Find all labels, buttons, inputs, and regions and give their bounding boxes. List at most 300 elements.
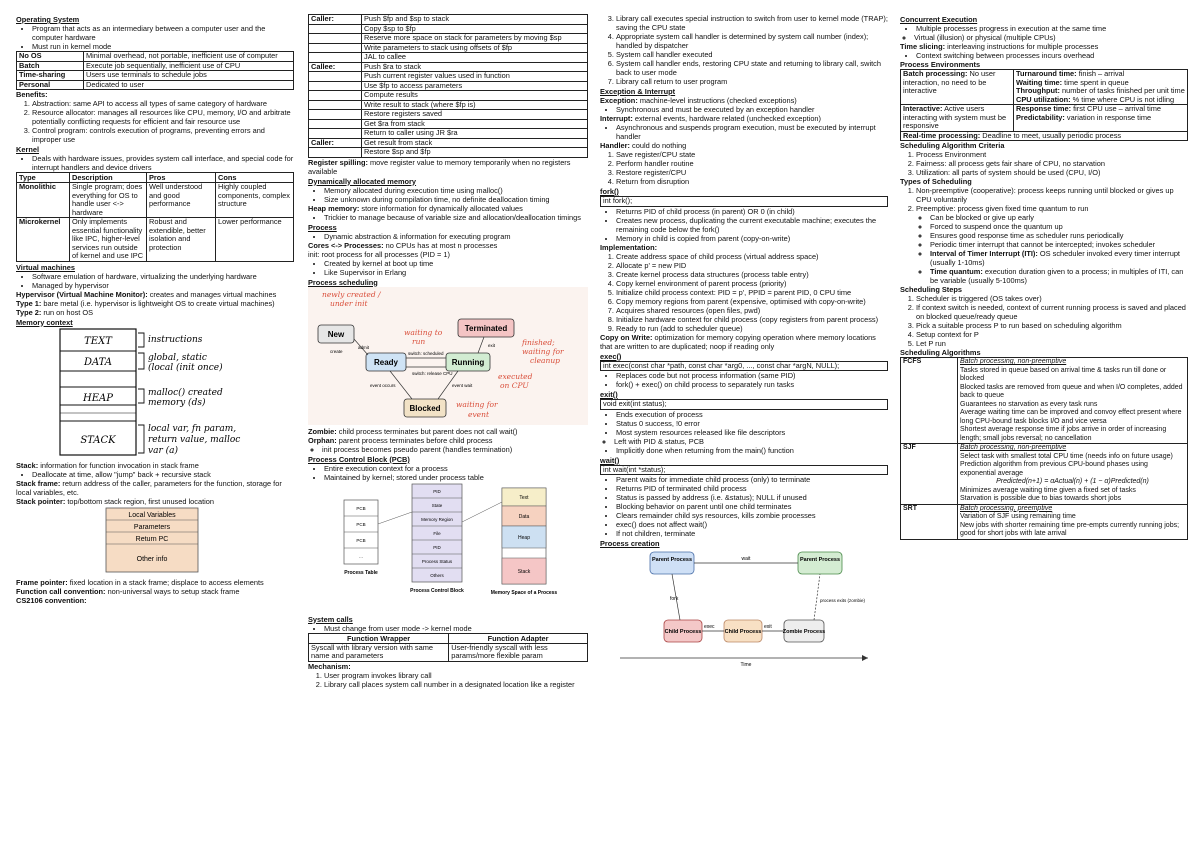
cell bbox=[309, 91, 362, 101]
cell: Syscall with library version with same name and parameters bbox=[309, 643, 449, 661]
cell: Highly coupled components, complex structure bbox=[216, 183, 294, 218]
state-new: New bbox=[327, 329, 345, 339]
impl-label: Implementation: bbox=[600, 242, 658, 252]
algo-line: New jobs with shorter remaining time pre-empts currently running jobs; good for short jobs with late arrival bbox=[960, 521, 1180, 537]
step-item: 5. Let P run bbox=[916, 339, 1188, 348]
cell: User-friendly syscall with less params/more flexible param bbox=[449, 643, 588, 661]
header-cell: Pros bbox=[147, 173, 216, 183]
metric-label: CPU utilization: bbox=[1016, 94, 1071, 104]
mem-box-text: TEXT bbox=[84, 335, 112, 347]
pc-label: exec bbox=[704, 624, 715, 630]
state-ready: Ready bbox=[373, 357, 399, 367]
algo-name: FCFS bbox=[901, 358, 958, 444]
mem-note: global, static bbox=[148, 352, 207, 363]
metric-text: number of tasks finished per unit time bbox=[1059, 86, 1185, 95]
term-label: Stack frame: bbox=[16, 478, 61, 488]
term-text: non-universal ways to setup stack frame bbox=[105, 586, 240, 596]
algo-title: Scheduling Algorithms bbox=[900, 348, 981, 357]
criteria-item: 3. Utilization: all parts of system should be used (CPU, I/O) bbox=[916, 168, 1188, 177]
os-bullet: • Must run in kernel mode bbox=[32, 42, 294, 51]
benefit-item: 2. Resource allocator: manages all resources like CPU, memory, I/O and arbitrate potentially conflicting requests for efficient and fair resource use bbox=[32, 108, 294, 126]
cell: Reserve more space on stack for parameters by moving $sp bbox=[362, 34, 588, 44]
term-label: Function call convention: bbox=[16, 586, 106, 596]
impl-step: 2. Allocate p' = new PID bbox=[616, 261, 888, 270]
dyn-bullet: • Size unknown during compilation time, no definite deallocation timing bbox=[324, 195, 588, 204]
metric-text: first CPU use – arrival time bbox=[1071, 104, 1161, 113]
header-cell: Function Adapter bbox=[449, 633, 588, 643]
mech-step: 3. Library call executes special instruction to switch from user to kernel mode (TRAP); saving the CPU state bbox=[616, 14, 888, 32]
term-label: Type 2: bbox=[16, 307, 42, 317]
pc-node-text: Parent Process bbox=[651, 557, 693, 563]
fork-signature bbox=[600, 196, 888, 207]
cell: Dedicated to user bbox=[84, 80, 294, 90]
term-label: Real-time processing: bbox=[903, 130, 981, 140]
cell: Push current register values used in function bbox=[362, 72, 588, 82]
cell: Copy $sp to $fp bbox=[362, 24, 588, 34]
term-label: Exception: bbox=[600, 96, 638, 105]
pc-node-text: Parent Process bbox=[799, 557, 841, 563]
process-creation-diagram bbox=[600, 548, 888, 668]
handler-step: 1. Save register/CPU state bbox=[616, 150, 888, 159]
os-bullet: • Program that acts as an intermediary between a computer user and the computer hardware bbox=[32, 24, 294, 42]
cell bbox=[309, 43, 362, 53]
mem-note: local var, fn param, bbox=[148, 423, 237, 434]
handler-step: 4. Return from disruption bbox=[616, 177, 888, 186]
mem-note: malloc() created bbox=[148, 387, 223, 398]
benefit-item: 1. Abstraction: same API to access all types of same category of hardware bbox=[32, 99, 294, 108]
term-label: Stack pointer: bbox=[16, 496, 66, 506]
mem-note: memory (ds) bbox=[148, 397, 206, 408]
pc-node-text: Child Process bbox=[664, 629, 702, 635]
memory-context-title: Memory context bbox=[16, 317, 73, 327]
step-item: 1. Scheduler is triggered (OS takes over) bbox=[916, 294, 1188, 303]
cell bbox=[309, 24, 362, 34]
term-label: Hypervisor (Virtual Machine Monitor): bbox=[16, 289, 148, 299]
term-label: Time quantum: bbox=[930, 267, 983, 276]
cell: Write result to stack (where $fp is) bbox=[362, 100, 588, 110]
cell bbox=[309, 81, 362, 91]
term-text: machine-level instructions (checked exceptions) bbox=[637, 96, 797, 105]
sched-note: event bbox=[468, 409, 489, 419]
impl-step: 8. Initialize hardware context for child process (copy registers from parent process) bbox=[616, 315, 888, 324]
sched-note: executed bbox=[498, 371, 533, 381]
orphan-sub: ◦ init process becomes pseudo parent (handles termination) bbox=[322, 445, 588, 454]
step-item: 4. Setup context for P bbox=[916, 330, 1188, 339]
cell: Push $ra to stack bbox=[362, 62, 588, 72]
process-state-diagram bbox=[308, 287, 588, 425]
algo-line: Blocked tasks are removed from queue and when I/O completes, added back to queue bbox=[960, 383, 1183, 399]
pcb-table-row: ... bbox=[359, 553, 363, 559]
cell: Return to caller using JR $ra bbox=[362, 129, 588, 139]
memory-context-diagram bbox=[16, 327, 294, 459]
cell: Get result from stack bbox=[362, 138, 588, 148]
algo-line: Average waiting time can be improved and convoy effect present where long CPU-bound task blocks I/O and vice versa bbox=[960, 409, 1182, 425]
exit-signature bbox=[600, 399, 888, 410]
header-cell: Function Wrapper bbox=[309, 633, 449, 643]
mech-step: 1. User program invokes library call bbox=[324, 671, 588, 680]
pc-node bbox=[665, 629, 702, 635]
mech-step: 4. Appropriate system call handler is determined by system call number (index); handled by dispatcher bbox=[616, 32, 888, 50]
code-cell: int fork(); bbox=[601, 197, 888, 207]
process-bullet: • Dynamic abstraction & information for executing program bbox=[324, 232, 588, 241]
pcb-caption: Process Control Block bbox=[410, 587, 464, 594]
sched-note: finished; bbox=[522, 337, 555, 347]
edge-label: exit bbox=[488, 342, 496, 348]
algo-name: SJF bbox=[901, 444, 958, 505]
process-env-table bbox=[900, 69, 1188, 141]
pcb-mem: Text bbox=[519, 494, 529, 501]
code-cell: int wait(int *status); bbox=[601, 465, 888, 475]
algo-line: Select task with smallest total CPU time (needs info on future usage) bbox=[960, 452, 1173, 460]
types-sub: ◦ Periodic timer interrupt that cannot be intercepted; invokes scheduler bbox=[930, 240, 1188, 249]
stack-frame-diagram bbox=[16, 506, 294, 576]
impl-step: 6. Copy memory regions from parent (expensive, optimised with copy-on-write) bbox=[616, 297, 888, 306]
handler-step: 2. Perform handler routine bbox=[616, 159, 888, 168]
cell: Robust and extendible, better isolation and protection bbox=[147, 218, 216, 262]
term-label: Heap memory: bbox=[308, 203, 360, 213]
dyn-title: Dynamically allocated memory bbox=[308, 176, 417, 186]
env-desc: No user interaction, no need to be interactive bbox=[903, 69, 996, 95]
term-label: Frame pointer: bbox=[16, 577, 68, 587]
header-cell: Cons bbox=[216, 173, 294, 183]
sched-note: run bbox=[412, 336, 426, 346]
pcb-field: PID bbox=[433, 488, 441, 494]
sched-note: on CPU bbox=[500, 380, 529, 390]
term-text: Deadline to meet, usually periodic process bbox=[980, 130, 1122, 140]
pcb-table-row: PCB bbox=[356, 537, 366, 543]
term-text: parent process terminates before child process bbox=[336, 435, 493, 445]
cell bbox=[309, 53, 362, 63]
cell: Batch bbox=[17, 61, 84, 71]
pc-node bbox=[652, 557, 692, 563]
mech-step: 6. System call handler ends, restoring CPU state and returning to library call, switch back to user mode bbox=[616, 59, 888, 77]
cell: Monolithic bbox=[17, 183, 70, 218]
vm-bullet: • Managed by hypervisor bbox=[32, 281, 294, 290]
header-cell: Description bbox=[70, 173, 147, 183]
init-bullet: • Like Supervisor in Erlang bbox=[324, 268, 588, 277]
metric-label: Response time: bbox=[1016, 104, 1072, 113]
impl-step: 7. Acquires shared resources (open files, pwd) bbox=[616, 306, 888, 315]
step-item: 2. If context switch is needed, context of current running process is saved and placed on blocked queue/ready queue bbox=[916, 303, 1188, 321]
fork-bullet: • Returns PID of child process (in parent) OR 0 (in child) bbox=[616, 207, 888, 216]
code-cell: void exit(int status); bbox=[601, 400, 888, 410]
handler-step: 3. Restore register/CPU bbox=[616, 168, 888, 177]
ts-bullet: • Context switching between processes incurs overhead bbox=[916, 51, 1188, 60]
pc-node bbox=[725, 629, 762, 635]
step-item: 3. Pick a suitable process P to run based on scheduling algorithm bbox=[916, 321, 1188, 330]
mem-note: instructions bbox=[148, 334, 203, 345]
exec-signature bbox=[600, 361, 888, 372]
cell: JAL to callee bbox=[362, 53, 588, 63]
process-env-title: Process Environments bbox=[900, 60, 981, 69]
cell bbox=[309, 129, 362, 139]
init-text: init: root process for all processes (PID = 1) bbox=[308, 249, 450, 259]
algo-line: Guarantees no starvation as every task runs bbox=[960, 400, 1098, 408]
term-label: Register spilling: bbox=[308, 157, 368, 167]
edge-label: switch: scheduled bbox=[408, 350, 444, 356]
term-text: move register value to memory temporarily when no registers available bbox=[308, 157, 571, 176]
cell: Minimal overhead, not portable, inefficient use of computer bbox=[84, 52, 294, 62]
criteria-item: 2. Fairness: all process gets fair share of CPU, no starvation bbox=[916, 159, 1188, 168]
wait-bullet: • If not children, terminate bbox=[616, 529, 888, 538]
types-item-text: Preemptive: process given fixed time quantum to run bbox=[916, 204, 1089, 213]
term-label: Cores <-> Processes: bbox=[308, 240, 384, 250]
column-3 bbox=[600, 14, 888, 842]
types-item: 1. Non-preemptive (cooperative): process keeps running until blocked or gives up CPU voluntarily bbox=[916, 186, 1188, 204]
algo-line: Starvation is possible due to bias towards short jobs bbox=[960, 495, 1122, 502]
algo-name: SRT bbox=[901, 504, 958, 539]
mechanism-label: Mechanism: bbox=[308, 661, 351, 671]
sched-title: Process scheduling bbox=[308, 277, 378, 287]
metric-label: Throughput: bbox=[1016, 86, 1060, 95]
frame-row: Return PC bbox=[135, 535, 169, 543]
pc-label: exit bbox=[764, 624, 772, 630]
cell bbox=[309, 110, 362, 120]
term-text: external events, hardware related (unchecked exception) bbox=[632, 114, 822, 123]
column-1 bbox=[16, 14, 294, 842]
mem-note: var (a) bbox=[148, 445, 179, 456]
state-terminated: Terminated bbox=[464, 323, 508, 333]
vm-bullet: • Software emulation of hardware, virtualizing the underlying hardware bbox=[32, 272, 294, 281]
algo-line: Variation of SJF using remaining time bbox=[960, 513, 1076, 520]
term-text: no CPUs has at most n processes bbox=[383, 240, 498, 250]
pcb-table-row: PCB bbox=[356, 505, 366, 511]
cell: Well understood and good performance bbox=[147, 183, 216, 218]
sched-note: newly created / bbox=[322, 289, 381, 299]
wait-bullet: • Blocking behavior on parent until one child terminates bbox=[616, 502, 888, 511]
cell: Execute job sequentially, inefficient use of CPU bbox=[84, 61, 294, 71]
types-sub bbox=[930, 249, 1188, 267]
exit-bullet: • Status 0 success, !0 error bbox=[616, 419, 888, 428]
term-text: execution duration given to a process; in multiples of ITI, can be variable (usually 5-100ms) bbox=[930, 267, 1184, 285]
pc-label: Time bbox=[740, 662, 752, 668]
env-key: Batch processing: bbox=[903, 69, 968, 78]
pc-node-text: Child Process bbox=[724, 629, 762, 635]
cell bbox=[309, 34, 362, 44]
process-title: Process bbox=[308, 222, 337, 232]
state-running: Running bbox=[451, 357, 485, 367]
algo-line: Tasks stored in queue based on arrival time & tasks run till done or blocked bbox=[960, 366, 1167, 382]
cell: Use $fp to access parameters bbox=[362, 81, 588, 91]
wait-bullet: • Returns PID of terminated child process bbox=[616, 484, 888, 493]
pc-node bbox=[783, 629, 826, 635]
fork-bullet: • Memory in child is copied from parent (copy-on-write) bbox=[616, 234, 888, 243]
term-text: store information for dynamically allocated values bbox=[359, 203, 523, 213]
types-sub: ◦ Ensures good response time as scheduler runs periodically bbox=[930, 231, 1188, 240]
exit-bullet: • Implicitly done when returning from the main() function bbox=[616, 446, 888, 455]
term-text: optimization for memory copying operation where memory locations that are written to are duplicated; noop if reading only bbox=[600, 332, 876, 351]
wait-bullet: • exec() does not affect wait() bbox=[616, 520, 888, 529]
algo-line: Shortest average response time if jobs arrive in order of increasing length; small jobs reversal; no cancellation bbox=[960, 426, 1167, 442]
wait-bullet: • Status is passed by address (i.e. &status); NULL if unused bbox=[616, 493, 888, 502]
cell: Callee: bbox=[309, 62, 362, 72]
wrapper-adapter-table bbox=[308, 633, 588, 662]
os-title: Operating System bbox=[16, 15, 80, 24]
exec-bullet: • fork() + exec() on child process to separately run tasks bbox=[616, 380, 888, 389]
term-label: Type 1: bbox=[16, 298, 42, 308]
algo-formula: Predicted(n+1) = αActual(n) + (1 − α)Predicted(n) bbox=[996, 478, 1149, 485]
benefits-title: Benefits: bbox=[16, 90, 48, 99]
pc-node bbox=[800, 557, 840, 563]
cell: Restore registers saved bbox=[362, 110, 588, 120]
exit-sub: ◦ Left with PID & status, PCB bbox=[614, 437, 888, 446]
column-4 bbox=[900, 14, 1188, 842]
pcb-field: State bbox=[431, 502, 443, 508]
term-label: Handler: bbox=[600, 141, 630, 150]
pc-label: fork bbox=[670, 596, 679, 602]
metric-label: Turnaround time: bbox=[1016, 69, 1077, 78]
exec-title: exec() bbox=[600, 351, 622, 361]
conc-sub: ◦ Virtual (illusion) or physical (multiple CPUs) bbox=[914, 33, 1188, 42]
kernel-bullet: • Deals with hardware issues, provides system call interface, and special code for interrupt handlers and device drivers bbox=[32, 154, 294, 172]
criteria-item: 1. Process Environment bbox=[916, 150, 1188, 159]
algo-kind: Batch processing, non-preemptive bbox=[960, 444, 1067, 451]
term-text: run on host OS bbox=[41, 307, 94, 317]
cell: Time-sharing bbox=[17, 71, 84, 81]
pcb-title: Process Control Block (PCB) bbox=[308, 454, 410, 464]
pcb-field: Process Status bbox=[421, 558, 453, 564]
wait-signature bbox=[600, 465, 888, 476]
pc-label: wait bbox=[741, 556, 751, 562]
calling-convention-table bbox=[308, 14, 588, 158]
header-cell: Type bbox=[17, 173, 70, 183]
types-sub: ◦ Forced to suspend once the quantum up bbox=[930, 222, 1188, 231]
types-title: Types of Scheduling bbox=[900, 177, 972, 186]
pcb-field: Others bbox=[430, 572, 444, 578]
concurrent-title: Concurrent Execution bbox=[900, 15, 978, 24]
pcb-mem: Stack bbox=[517, 568, 531, 575]
os-type-table bbox=[16, 51, 294, 90]
cell bbox=[309, 119, 362, 129]
term-text: bare metal (i.e. hypervisor is lightweight OS to create virtual machines) bbox=[41, 298, 275, 308]
stack-bullet: • Deallocate at time, allow "jump" back + recursive stack bbox=[32, 470, 294, 479]
benefit-item: 3. Control program: controls execution of programs, preventing errors and improper use bbox=[32, 126, 294, 144]
pc-label: process exits (zombie) bbox=[820, 598, 866, 603]
cell: Single program; does everything for OS to handle user <-> hardware bbox=[70, 183, 147, 218]
cell: Compute results bbox=[362, 91, 588, 101]
syscall-title: System calls bbox=[308, 614, 353, 624]
sched-note: waiting for bbox=[456, 399, 498, 409]
term-label: Zombie: bbox=[308, 426, 337, 436]
term-label: Interval of Timer Interrupt (ITI): bbox=[930, 249, 1038, 258]
kernel-title: Kernel bbox=[16, 145, 40, 154]
criteria-title: Scheduling Algorithm Criteria bbox=[900, 141, 1005, 150]
frame-row: Other info bbox=[136, 555, 168, 563]
fork-bullet: • Creates new process, duplicating the current executable machine; executes the remaining code below the fork() bbox=[616, 216, 888, 234]
sched-note: waiting to bbox=[404, 327, 443, 337]
pcb-caption: Memory Space of a Process bbox=[490, 589, 558, 596]
pcb-mem: Data bbox=[518, 513, 530, 520]
cell bbox=[309, 100, 362, 110]
exit-title: exit() bbox=[600, 390, 618, 399]
wait-bullet: • Clears remainder child sys resources, kills zombie processes bbox=[616, 511, 888, 520]
column-2 bbox=[308, 14, 588, 842]
kernel-table bbox=[16, 172, 294, 262]
cs2106-label: CS2106 convention: bbox=[16, 595, 87, 605]
term-text: could do nothing bbox=[629, 141, 687, 150]
term-label: Orphan: bbox=[308, 435, 337, 445]
sched-note: cleanup bbox=[530, 355, 560, 365]
pcb-field: PID bbox=[433, 544, 441, 550]
conc-bullet: • Multiple processes progress in execution at the same time bbox=[916, 24, 1188, 33]
pc-node-text: Zombie Process bbox=[782, 629, 826, 635]
types-sub: ◦ Can be blocked or give up early bbox=[930, 213, 1188, 222]
metric-label: Predictability: bbox=[1016, 112, 1065, 122]
impl-step: 4. Copy kernel environment of parent process (priority) bbox=[616, 279, 888, 288]
pcb-field: Memory Region bbox=[421, 516, 453, 522]
exc-bullet: • Synchronous and must be executed by an exception handler bbox=[616, 105, 888, 114]
metric-text: % time where CPU is not idling bbox=[1070, 94, 1175, 104]
frame-row: Local Variables bbox=[128, 511, 176, 519]
metric-text: finish – arrival bbox=[1076, 69, 1125, 78]
cell: No OS bbox=[17, 52, 84, 62]
cell: Write parameters to stack using offsets of $fp bbox=[362, 43, 588, 53]
term-label: Copy on Write: bbox=[600, 332, 653, 342]
exit-bullet: • Ends execution of process bbox=[616, 410, 888, 419]
mech-step: 2. Library call places system call number in a designated location like a register bbox=[324, 680, 588, 689]
cell bbox=[309, 72, 362, 82]
types-item bbox=[916, 204, 1188, 285]
term-text: top/bottom stack region, first unused location bbox=[65, 496, 214, 506]
heap-bullet: • Trickier to manage because of variable size and allocation/deallocation timings bbox=[324, 213, 588, 222]
syscall-bullet: • Must change from user mode -> kernel mode bbox=[324, 624, 588, 633]
impl-step: 9. Ready to run (add to scheduler queue) bbox=[616, 324, 888, 333]
wait-bullet: • Parent waits for immediate child process (only) to terminate bbox=[616, 475, 888, 484]
term-text: interleaving instructions for multiple processes bbox=[945, 42, 1099, 51]
pcb-caption: Process Table bbox=[344, 569, 378, 576]
edge-label: switch: release CPU bbox=[412, 370, 453, 376]
exec-bullet: • Replaces code but not process information (same PID) bbox=[616, 371, 888, 380]
metric-text: time spent in queue bbox=[1062, 77, 1129, 87]
term-text: child process terminates but parent does not call wait() bbox=[336, 426, 518, 436]
pcb-bullet: • Entire execution context for a process bbox=[324, 464, 588, 473]
cell: Caller: bbox=[309, 138, 362, 148]
exception-title: Exception & Interrupt bbox=[600, 87, 676, 96]
edge-label: admit bbox=[358, 344, 370, 350]
cell: Microkernel bbox=[17, 218, 70, 262]
term-label: Stack: bbox=[16, 460, 39, 470]
impl-step: 3. Create kernel process data structures (process table entry) bbox=[616, 270, 888, 279]
cell: Push $fp and $sp to stack bbox=[362, 15, 588, 25]
impl-step: 5. Initialize child process context: PID = p', PPID = parent PID, 0 CPU time bbox=[616, 288, 888, 297]
types-sub bbox=[930, 267, 1188, 285]
term-text: information for function invocation in stack frame bbox=[38, 460, 199, 470]
int-bullet: • Asynchronous and suspends program execution, must be executed by interrupt handler bbox=[616, 123, 888, 141]
frame-row: Parameters bbox=[133, 523, 171, 531]
sched-note: waiting for bbox=[522, 346, 564, 356]
term-text: OS scheduler invoked every timer interrupt (usually 1-10ms) bbox=[930, 249, 1180, 267]
algo-table bbox=[900, 357, 1188, 540]
process-creation-title: Process creation bbox=[600, 539, 660, 548]
mem-box-data: DATA bbox=[83, 356, 113, 368]
wait-title: wait() bbox=[600, 455, 620, 465]
cell: Get $ra from stack bbox=[362, 119, 588, 129]
mem-note: return value, malloc bbox=[148, 434, 241, 445]
steps-title: Scheduling Steps bbox=[900, 285, 963, 294]
algo-kind: Batch processing, preemptive bbox=[960, 504, 1053, 512]
term-label: Time slicing: bbox=[900, 42, 946, 51]
mem-box-heap: HEAP bbox=[83, 392, 113, 404]
sched-note: under init bbox=[330, 298, 368, 308]
code-cell: int exec(const char *path, const char *arg0, ..., const char *argN, NULL); bbox=[601, 361, 888, 371]
metric-text: variation in response time bbox=[1064, 112, 1152, 122]
cell: Users use terminals to schedule jobs bbox=[84, 71, 294, 81]
pcb-bullet: • Maintained by kernel; stored under process table bbox=[324, 473, 588, 482]
pcb-field: File bbox=[433, 530, 441, 536]
pcb-mem: Heap bbox=[518, 534, 530, 541]
env-desc: Active users interacting with system must be responsive bbox=[903, 104, 1007, 130]
exit-bullet: • Most system resources released like file descriptors bbox=[616, 428, 888, 437]
